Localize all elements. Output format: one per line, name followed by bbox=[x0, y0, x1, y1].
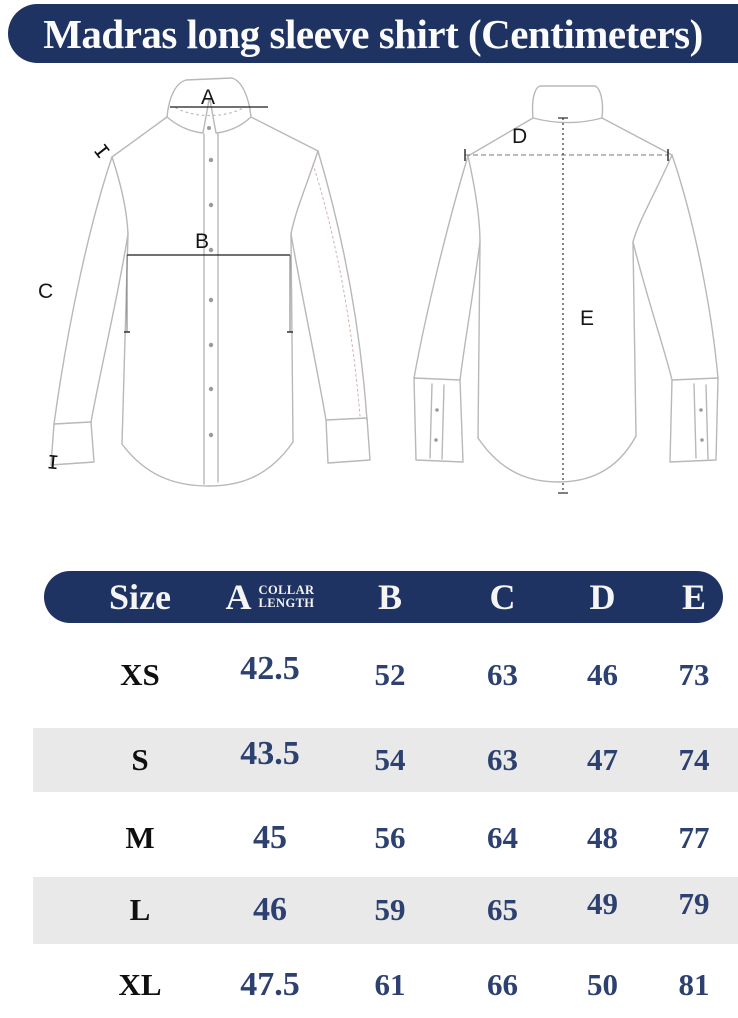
header-b: B bbox=[377, 577, 402, 617]
label-e: E bbox=[580, 307, 595, 330]
cell-size: XS bbox=[120, 657, 160, 692]
cell-size: L bbox=[129, 892, 151, 927]
cell-c: 63 bbox=[487, 742, 518, 777]
cell-a: 43.5 bbox=[240, 735, 300, 772]
cell-d: 49 bbox=[587, 886, 618, 921]
cell-e: 77 bbox=[678, 820, 710, 855]
header-a-sub: COLLAR LENGTH bbox=[258, 582, 315, 610]
cell-c: 65 bbox=[487, 892, 518, 927]
back-shirt-outline bbox=[414, 86, 718, 482]
table-row bbox=[0, 650, 738, 700]
cell-a: 45 bbox=[253, 819, 287, 856]
back-shirt-diagram bbox=[398, 72, 738, 510]
cell-size: M bbox=[125, 820, 155, 855]
front-buttons bbox=[207, 126, 213, 437]
measure-ticks-c bbox=[48, 144, 109, 468]
cell-d: 47 bbox=[587, 742, 618, 777]
cell-b: 61 bbox=[374, 967, 406, 1002]
measure-line-e bbox=[558, 118, 568, 493]
header-a-letter: A bbox=[225, 577, 252, 617]
table-row bbox=[0, 960, 738, 1010]
measure-line-d bbox=[465, 149, 668, 161]
cell-e: 73 bbox=[678, 657, 710, 692]
cell-size: S bbox=[131, 742, 149, 777]
cell-b: 56 bbox=[374, 820, 406, 855]
header-e: E bbox=[681, 577, 706, 617]
page-title: Madras long sleeve shirt (Centimeters) bbox=[43, 10, 703, 57]
cell-size: XL bbox=[118, 967, 162, 1002]
cell-d: 48 bbox=[587, 820, 618, 855]
cell-b: 59 bbox=[374, 892, 406, 927]
header-c: C bbox=[489, 577, 516, 617]
cell-d: 46 bbox=[587, 657, 618, 692]
label-d: D bbox=[512, 125, 528, 148]
cell-b: 52 bbox=[374, 657, 406, 692]
table-row bbox=[0, 735, 738, 785]
cell-c: 64 bbox=[487, 820, 518, 855]
cell-a: 46 bbox=[253, 891, 287, 928]
header-a bbox=[210, 576, 330, 618]
label-a: A bbox=[200, 86, 216, 109]
header-d: D bbox=[589, 577, 616, 617]
measure-line-b bbox=[124, 255, 293, 332]
cell-a: 42.5 bbox=[240, 650, 300, 687]
label-b: B bbox=[194, 230, 210, 253]
cell-c: 63 bbox=[487, 657, 518, 692]
table-row bbox=[0, 813, 738, 863]
cell-e: 79 bbox=[678, 886, 710, 921]
table-header-row bbox=[0, 571, 738, 623]
title-banner bbox=[8, 4, 738, 63]
cell-d: 50 bbox=[587, 967, 618, 1002]
header-size: Size bbox=[109, 577, 171, 617]
cell-e: 81 bbox=[678, 967, 710, 1002]
cell-c: 66 bbox=[487, 967, 518, 1002]
label-c: C bbox=[38, 280, 54, 303]
cell-a: 47.5 bbox=[240, 966, 300, 1003]
table-row bbox=[0, 885, 738, 935]
front-shirt-outline bbox=[51, 78, 370, 486]
back-cuff-buttons bbox=[434, 408, 704, 442]
cell-e: 74 bbox=[678, 742, 710, 777]
cell-b: 54 bbox=[374, 742, 406, 777]
front-shirt-diagram bbox=[30, 72, 390, 510]
